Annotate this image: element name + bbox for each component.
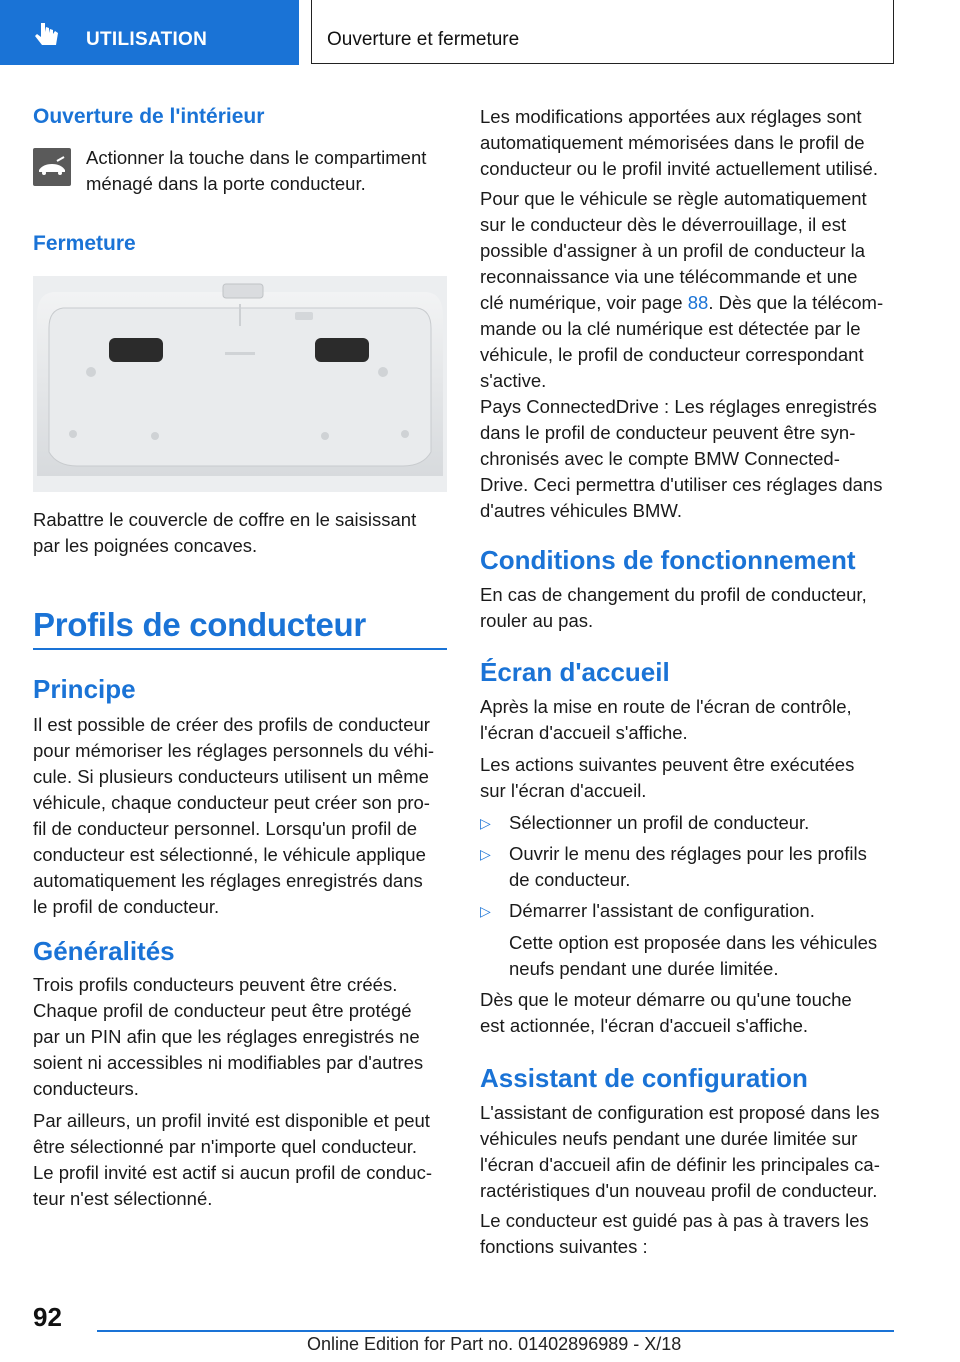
interior-text-line-1: Actionner la touche dans le compartiment	[86, 147, 427, 168]
text-line: possible d'assigner à un profil de conducteur la	[480, 240, 866, 261]
text-line: véhicules neufs pendant une durée limitée sur	[480, 1128, 858, 1149]
text-line: teur n'est sélectionné.	[33, 1188, 213, 1209]
heading-setup-assistant: Assistant de configuration	[480, 1063, 808, 1093]
trunk-lid-photo	[33, 276, 447, 492]
text-line: soient ni accessibles ni modifiables par d'autres	[33, 1052, 424, 1073]
text-line: chronisés avec le compte BMW Connected-	[480, 448, 840, 469]
text-line: conducteurs.	[33, 1078, 139, 1099]
text-line: le profil de conducteur.	[33, 896, 220, 917]
welcome-paragraph	[480, 694, 895, 746]
page-88-link[interactable]: 88	[687, 292, 709, 313]
text-line: Le conducteur est guidé pas à pas à travers les	[480, 1210, 869, 1231]
text-line: Chaque profil de conducteur peut être protégé	[33, 1000, 412, 1021]
principle-paragraph	[33, 712, 447, 920]
text-line: automatiquement mémorisées dans le profil de	[480, 132, 865, 153]
text-line: mande ou la clé numérique est détectée par le	[480, 318, 861, 339]
auto-adjust-paragraph	[480, 186, 895, 394]
section-rule	[33, 648, 447, 650]
text-line	[480, 290, 895, 316]
footer-edition: Online Edition for Part no. 01402896989 - X/18	[307, 1334, 682, 1354]
text-line: Cette option est proposée dans les véhicules	[509, 932, 878, 953]
text-line: Dès que le moteur démarre ou qu'une touche	[480, 989, 852, 1010]
text-line: fil de conducteur personnel. Lorsqu'un profil de	[33, 818, 418, 839]
text-line: cule. Si plusieurs conducteurs utilisent un même	[33, 766, 429, 787]
text-line: Les modifications apportées aux réglages sont	[480, 106, 862, 127]
bullet-text: Sélectionner un profil de conducteur.	[509, 812, 810, 833]
text-line: automatiquement les réglages enregistrés dans	[33, 870, 423, 891]
footer-rule	[97, 1330, 894, 1332]
text-line: Il est possible de créer des profils de conducteur	[33, 714, 430, 735]
text-line: d'autres véhicules BMW.	[480, 500, 682, 521]
heading-driver-profiles: Profils de conducteur	[33, 606, 366, 643]
connecteddrive-paragraph	[480, 394, 895, 524]
text-line: reconnaissance via une télécommande et une	[480, 266, 858, 287]
heading-welcome-screen: Écran d'accueil	[480, 657, 670, 687]
text-line: Après la mise en route de l'écran de contrôle,	[480, 696, 852, 717]
text-line: l'écran d'accueil s'affiche.	[480, 722, 688, 743]
text-line: véhicule, chaque conducteur peut créer son pro-	[33, 792, 430, 813]
heading-principle: Principe	[33, 674, 136, 704]
heading-general: Généralités	[33, 936, 175, 966]
conditions-paragraph	[480, 582, 895, 634]
text-line: Les actions suivantes peuvent être exécutées	[480, 754, 855, 775]
section-title-box	[311, 0, 894, 64]
text-fragment: clé numérique, voir page	[480, 292, 688, 313]
bullet-text: Ouvrir le menu des réglages pour les profils	[509, 843, 867, 864]
section-tab	[0, 0, 299, 65]
section-title: Ouverture et fermeture	[327, 29, 520, 50]
text-line: Pays ConnectedDrive : Les réglages enregistrés	[480, 396, 877, 417]
actions-paragraph	[480, 752, 895, 804]
text-line: Drive. Ceci permettra d'utiliser ces réglages dans	[480, 474, 883, 495]
text-line: Pour que le véhicule se règle automatiquement	[480, 188, 867, 209]
text-line: conducteur est sélectionné, le véhicule applique	[33, 844, 426, 865]
text-line: L'assistant de configuration est proposé dans les	[480, 1102, 880, 1123]
interior-text-line-2: ménagé dans la porte conducteur.	[86, 173, 366, 194]
text-line: pour mémoriser les réglages personnels du véhi-	[33, 740, 435, 761]
text-line: fonctions suivantes :	[480, 1236, 648, 1257]
text-line: est actionnée, l'écran d'accueil s'affiche.	[480, 1015, 809, 1036]
text-line: Par ailleurs, un profil invité est disponible et peut	[33, 1110, 430, 1131]
text-line: véhicule, le profil de conducteur correspondant	[480, 344, 864, 365]
text-fragment: . Dès que la télécom-	[708, 292, 884, 313]
bullet-note	[509, 930, 895, 982]
triangle-bullet-icon: ▷	[480, 815, 491, 831]
page-number: 92	[33, 1302, 62, 1332]
engine-start-paragraph	[480, 987, 895, 1039]
closing-text-line-1: Rabattre le couvercle de coffre en le saisissant	[33, 509, 417, 530]
closing-text-line-2: par les poignées concaves.	[33, 535, 258, 556]
hand-touch-icon	[32, 21, 62, 47]
text-line: par un PIN afin que les réglages enregistrés ne	[33, 1026, 420, 1047]
bullet-text: de conducteur.	[509, 869, 631, 890]
trunk-button-icon	[33, 148, 71, 186]
text-line: Trois profils conducteurs peuvent être créés.	[33, 974, 398, 995]
bullet-text: Démarrer l'assistant de configuration.	[509, 900, 815, 921]
general-paragraph	[33, 972, 447, 1102]
triangle-bullet-icon: ▷	[480, 903, 491, 919]
guide-paragraph	[480, 1208, 895, 1260]
text-line: être sélectionné par n'importe quel conducteur.	[33, 1136, 418, 1157]
text-line: rouler au pas.	[480, 610, 594, 631]
text-line: sur l'écran d'accueil.	[480, 780, 647, 801]
guest-paragraph	[33, 1108, 447, 1212]
text-line: sur le conducteur dès le déverrouillage, il est	[480, 214, 847, 235]
heading-closing: Fermeture	[33, 232, 136, 255]
text-line: dans le profil de conducteur peuvent être syn-	[480, 422, 856, 443]
heading-interior-opening: Ouverture de l'intérieur	[33, 105, 265, 128]
triangle-bullet-icon: ▷	[480, 846, 491, 862]
heading-operating-conditions: Conditions de fonctionnement	[480, 545, 856, 575]
text-line: En cas de changement du profil de conducteur,	[480, 584, 867, 605]
text-line: s'active.	[480, 370, 547, 391]
text-line: conducteur ou le profil invité actuellement utilisé.	[480, 158, 878, 179]
bullet-text-block	[509, 841, 895, 893]
text-line: ractéristiques d'un nouveau profil de conducteur.	[480, 1180, 878, 1201]
modifications-paragraph	[480, 104, 895, 182]
text-line: Le profil invité est actif si aucun profil de conduc-	[33, 1162, 432, 1183]
text-line: neufs pendant une durée limitée.	[509, 958, 779, 979]
section-tab-label: UTILISATION	[86, 29, 208, 50]
assistant-paragraph	[480, 1100, 895, 1204]
text-line: l'écran d'accueil afin de définir les principales ca-	[480, 1154, 880, 1175]
